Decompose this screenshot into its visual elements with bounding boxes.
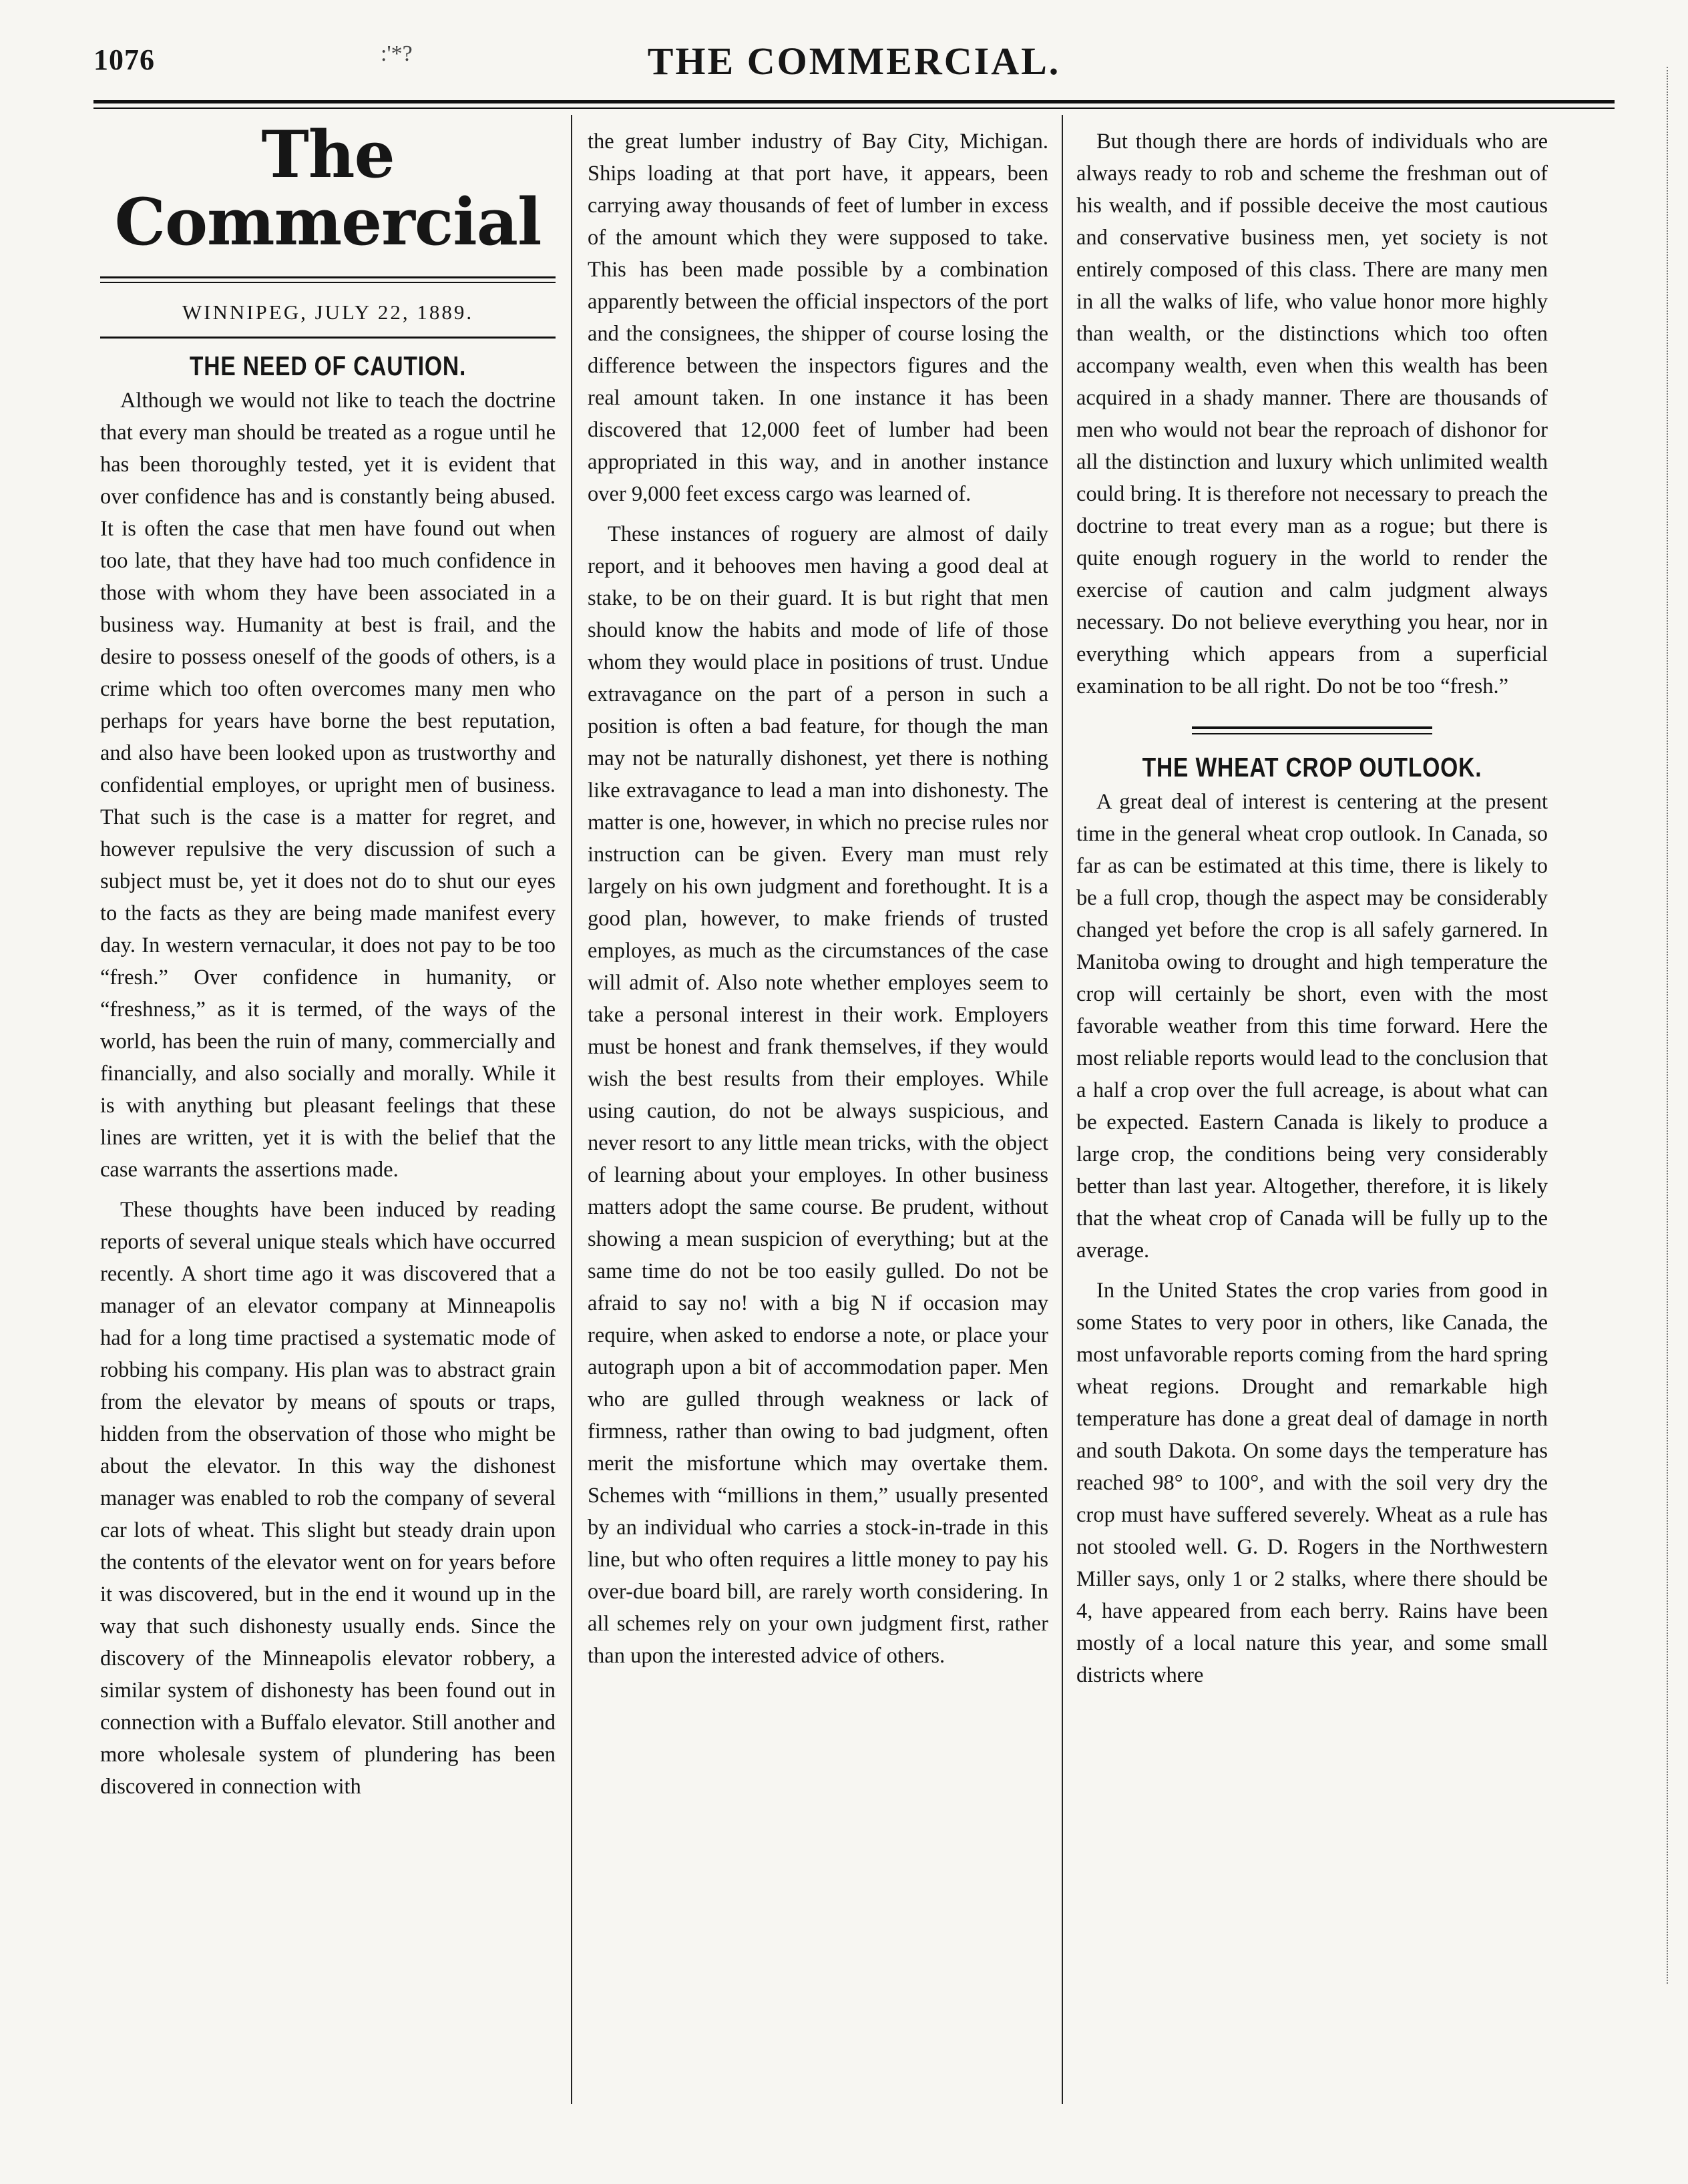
article-paragraph: A great deal of interest is centering at the present time in the general wheat crop outlook. In Canada, so far as can be estimated at this time, there is likely to be a full crop, though the aspect may be considerably changed yet before the crop is all safely garnered. In Manitoba owing to drought and high temperature the crop will certainly be short, even with the most favorable weather from this time forward. Here the most reliable reports would lead to the conclusion that a half a crop over the full acreage, is about what can be expected. Eastern Canada is likely to produce a large crop, the conditions being very considerably better than last year. Altogether, therefore, it is likely that the wheat crop of Canada will be fully up to the average. bbox=[1076, 790, 1548, 1263]
article-paragraph: Although we would not like to teach the doctrine that every man should be treated as a rogue until he has been thoroughly tested, yet it is evident that over confidence has and is constantly being abused. It is often the case that men have found out when too late, that they have had too much confidence in those with whom they have been associated in a business way. Humanity at best is frail, and the desire to possess oneself of the goods of others, is a crime which too often overcomes many men who perhaps for years have borne the best reputation, and also have been looked upon as trustworthy and confidential employes, or upright men of business. That such is the case is a matter for regret, and however repulsive the very discussion of such a subject must be, yet it does not do to shut our eyes to the facts as they are being made manifest every day. In western vernacular, it does not pay to be too “fresh.” Over confidence in humanity, or “freshness,” as it is termed, of the ways of the world, has been the ruin of many, commercially and financially, and also socially and morally. While it is with anything but pleasant feelings that these lines are written, yet it is with the belief that the case warrants the assertions made. bbox=[100, 388, 556, 1182]
column-2 bbox=[588, 126, 1048, 2162]
dateline-rule bbox=[100, 337, 556, 339]
article-paragraph: These thoughts have been induced by reading reports of several unique steals which have occurred recently. A short time ago it was discovered that a manager of an elevator company at Minneapolis had for a long time practised a systematic mode of robbing his company. His plan was to abstract grain from the elevator by means of spouts or traps, hidden from the observation of those who might be about the elevator. In this way the dishonest manager was enabled to rob the company of several car lots of wheat. This slight but steady drain upon the contents of the elevator went on for years before it was discovered, but in the end it wound up in the way that such dishonesty usually ends. Since the discovery of the Minneapolis elevator robbery, a similar system of dishonesty has been found out in connection with a Buffalo elevator. Still another and more wholesale system of plundering has been discovered in connection with bbox=[100, 1197, 556, 1799]
running-header bbox=[93, 39, 1615, 85]
column-1 bbox=[100, 126, 556, 2162]
column-3 bbox=[1076, 126, 1548, 2162]
column-divider bbox=[571, 115, 572, 2104]
article-paragraph: These instances of roguery are almost of daily report, and it behooves men having a good deal at stake, to be on their guard. It is but right that men should know the habits and mode of life of those whom they would place in positions of trust. Undue extravagance on the part of a person in such a position is often a bad feature, for though the man may not be naturally dishonest, yet there is nothing like extravagance to lead a man into dishonesty. The matter is one, however, in which no precise rules nor instruction can be given. Every man must rely largely on his own judgment and forethought. It is a good plan, however, to make friends of trusted employes, as much as the circumstances of the case will admit of. Also note whether employes seem to take a personal interest in their work. Employers must be honest and frank themselves, if they would wish the best results from their employes. While using caution, do not be always suspicious, and never resort to any little mean tricks, with the object of learning about your employes. In other business matters adopt the same course. Be prudent, without showing a mean suspicion of everything; but at the same time do not be too easily gulled. Do not be afraid to say no! with a big N if occasion may require, when asked to endorse a note, or place your autograph upon a bit of accommodation paper. Men who are gulled through weakness or lack of firmness, rather than owing to bad judgment, often merit the misfortune which may overtake them. Schemes with “millions in them,” usually presented by an individual who carries a stock-in-trade in this line, but who often requires a little money to pay his over-due board bill, are rarely worth considering. In all schemes rely on your own judgment first, rather than upon the interested advice of others. bbox=[588, 522, 1048, 1668]
article-paragraph: But though there are hords of individuals who are always ready to rob and scheme the freshman out of his wealth, and if possible deceive the most cautious and conservative business men, yet society is not entirely composed of this class. There are many men in all the walks of life, who value honor more highly than wealth, or the distinctions which too often accompany wealth, even when this wealth has been acquired in a shady manner. There are thousands of men who would not bear the reproach of dishonor for all the distinction and luxury which unlimited wealth could bring. It is therefore not necessary to preach the doctrine to treat every man as a rogue; but there is quite enough roguery in the world to render the exercise of caution and calm judgment always necessary. Do not believe everything you hear, nor in everything which appears from a superficial examination to be all right. Do not be too “fresh.” bbox=[1076, 130, 1548, 698]
page-number: 1076 bbox=[93, 43, 155, 76]
masthead-rule bbox=[100, 276, 556, 283]
article-title-wheat: THE WHEAT CROP OUTLOOK. bbox=[1142, 752, 1482, 783]
section-divider bbox=[1192, 726, 1432, 734]
dateline: WINNIPEG, JULY 22, 1889. bbox=[182, 300, 474, 324]
article-paragraph: In the United States the crop varies from good in some States to very poor in others, like Canada, the most unfavorable reports coming from the hard spring wheat regions. Drought and remarkable high temperature has done a great deal of damage in north and south Dakota. On some days the temperature has reached 98° to 100°, and with the soil very dry the crop must have suffered severely. Wheat as a rule has not stooled well. G. D. Rogers in the Northwestern Miller says, only 1 or 2 stalks, where there should be 4, have appeared from each berry. Rains have been mostly of a local nature this year, and some small districts where bbox=[1076, 1279, 1548, 1687]
article-paragraph: the great lumber industry of Bay City, Michigan. Ships loading at that port have, it appears, been carrying away thousands of feet of lumber in excess of the amount which they were supposed to take. This has been made possible by a combination apparently between the official inspectors of the port and the consignees, the shipper of course losing the difference between the inspectors figures and the real amount taken. In one instance it has been discovered that 12,000 feet of lumber had been appropriated in this way, and in another instance over 9,000 feet excess cargo was learned of. bbox=[588, 130, 1048, 506]
column-divider bbox=[1062, 115, 1063, 2104]
masthead-title: The Commercial bbox=[114, 126, 542, 260]
header-rule bbox=[93, 100, 1615, 109]
page-edge-mark bbox=[1667, 67, 1668, 1984]
article-title-caution: THE NEED OF CAUTION. bbox=[189, 350, 467, 381]
folio-mark: :'*? bbox=[381, 41, 413, 66]
running-title: THE COMMERCIAL. bbox=[647, 39, 1061, 83]
